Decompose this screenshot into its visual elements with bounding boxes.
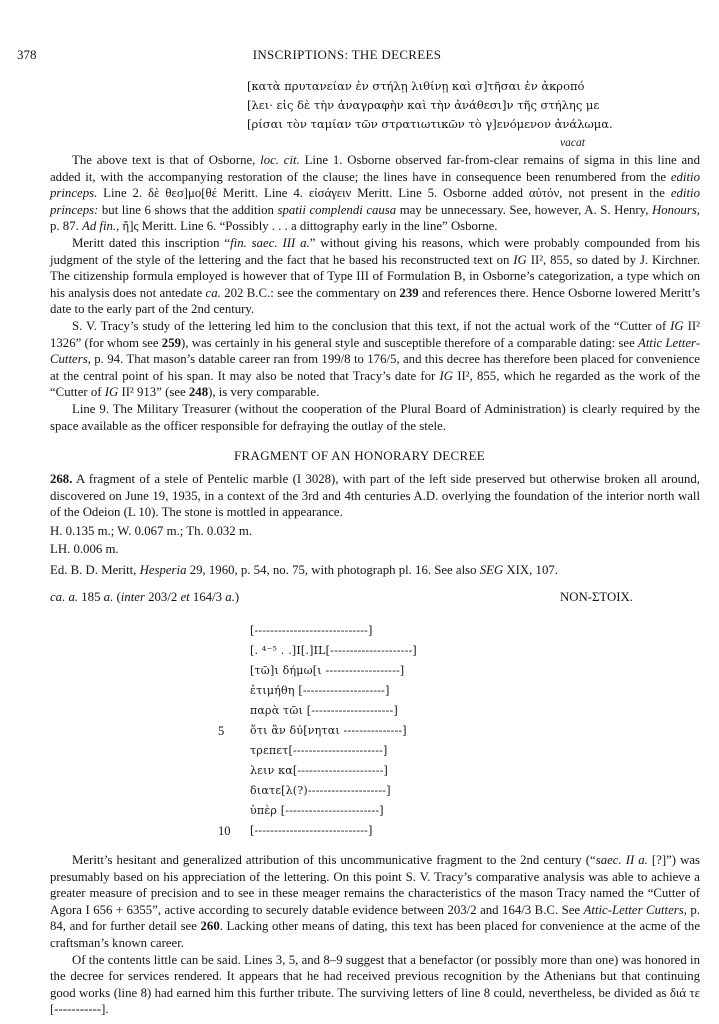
commentary-para-4: Line 9. The Military Treasurer (without the cooperation of the Plural Board of Administration) is clearly required by the space available as the officer responsible for defraying the outlay of the stele. bbox=[50, 401, 700, 433]
inscription-line: ὅτι ἂν δύ[νηται ---------------] bbox=[250, 724, 407, 737]
commentary-para-2: Meritt dated this inscription “fin. saec. III a.” without giving his reasons, which were probably compounded from his judgment of the style of the lettering and the fact that he based his reconstructed text on IG II², 855, so dated by J. Kirchner. The citizenship formula employed is however that of Type III of Formulation B, in Osborne’s categorization, a type which on his analysis does not antedate ca. 202 B.C.: see the commentary on 239 and references there. Hence Osborne lowered Meritt’s date to the early part of the 2nd century. bbox=[50, 235, 701, 317]
letter-height: LH. 0.006 m. bbox=[50, 542, 119, 556]
inscription-line: ἐτιμήθη [---------------------] bbox=[250, 684, 390, 697]
commentary-block bbox=[50, 152, 700, 434]
inscription-line: παρὰ τῶι [---------------------] bbox=[250, 704, 398, 717]
inscription-line: [. ⁴⁻⁵ . .]I[.]IL[---------------------] bbox=[250, 644, 417, 657]
greek-line-3: [ρίσαι τὸν ταμίαν τῶν στρατιωτικῶν τὸ γ]ενόμενον ἀνάλωμα. bbox=[247, 117, 613, 131]
vacat-note: vacat bbox=[560, 137, 585, 149]
greek-line-2: [λει· εἰς δὲ τὴν ἀναγραφὴν καὶ τὴν ἀνάθεσι]ν τῆς στήλης με bbox=[247, 98, 600, 112]
inscription-line: [τῶ]ι δήμω[ι -------------------] bbox=[250, 664, 405, 677]
inscription-line: διατε[λ(?)--------------------] bbox=[250, 784, 391, 797]
line-number-10: 10 bbox=[218, 824, 231, 838]
inscription-line: [-----------------------------] bbox=[250, 624, 373, 637]
closing-commentary bbox=[50, 852, 700, 1018]
commentary-para-3: S. V. Tracy’s study of the lettering led him to the conclusion that this text, if not the actual work of the “Cutter of IG II² 1326” (for whom see 259), was certainly in his general style and susceptible therefore of a comparable dating: see Attic Letter-Cutters, p. 94. That mason’s datable career ran from 199/8 to 176/5, and this decree has therefore been placed for convenience at the central point of his span. It may also be noted that Tracy’s date for IG II², 855, which he regarded as the work of the “Cutter of IG II² 913” (see 248), is very comparable. bbox=[50, 318, 701, 400]
commentary-para-1: The above text is that of Osborne, loc. cit. Line 1. Osborne observed far-from-clear remains of sigma in this line and added it, with the accompanying restoration of the clause; the lines have in consequence been renumbered from the editio princeps. Line 2. δὲ θεσ]μο[θέ Meritt. Line 4. εἰσάγειν Meritt. Line 5. Osborne added αὐτόν, not present in the editio princeps: but line 6 shows that the addition spatii complendi causa may be unnecessary. See, however, A. S. Henry, Honours, p. 87. Ad fin., ἤ]ς Meritt. Line 6. “Possibly . . . a dittography early in the line” Osborne. bbox=[50, 153, 700, 234]
running-title: INSCRIPTIONS: THE DECREES bbox=[252, 47, 442, 62]
edition-reference: Ed. B. D. Meritt, Hesperia 29, 1960, p. 54, no. 75, with photograph pl. 16. See also SEG XIX, 107. bbox=[50, 563, 558, 577]
commentary-para-5: Meritt’s hesitant and generalized attribution of this uncommunicative fragment to the 2nd century (“saec. II a. [?]”) was presumably based on his appreciation of the lettering. On this point S. V. Tracy’s comparative analysis was able to achieve a greater measure of precision and to see in these meager remains the characteristics of the mason Tracy named the “Cutter of Agora I 656 + 6355”, active according to securely datable evidence between 203/2 and 164/3 B.C. See Attic-Letter Cutters, p. 84, and for further detail see 260. Lacking other means of dating, this text has been placed for convenience at the acme of the craftsman’s known career. bbox=[50, 853, 701, 950]
entry-description: 268. A fragment of a stele of Pentelic marble (I 3028), with part of the left side preserved but otherwise broken all around, discovered on June 19, 1935, in a context of the 3rd and 4th centuries A.D. overlying the foundation of the interior north wall of the Odeion (L 10). The stone is mottled in appearance. bbox=[50, 472, 700, 520]
inscription-line: τρεπετ[-----------------------] bbox=[250, 744, 388, 757]
inscription-line: λειν κα[----------------------] bbox=[250, 764, 389, 777]
commentary-para-6: Of the contents little can be said. Lines 3, 5, and 8–9 suggest that a benefactor (or possibly more than one) was honored in the decree for services rendered. It appears that he had received previous recognition by the Athenians but that continuing good works (line 8) had earned him this further tribute. The surviving letters of line 8 could, nevertheless, be divided as διά τε [-----------]. bbox=[50, 952, 700, 1017]
date-line: ca. a. 185 a. (inter 203/2 et 164/3 a.) bbox=[50, 590, 240, 604]
inscription-line: [-----------------------------] bbox=[250, 824, 373, 837]
inscription-line: ὑπὲρ [------------------------] bbox=[250, 804, 384, 817]
line-number-5: 5 bbox=[218, 724, 225, 738]
greek-line-1: [κατὰ πρυτανείαν ἐν στήλῃ λιθίνῃ καὶ σ]τῆσαι ἐν ἀκροπό bbox=[247, 79, 585, 93]
dimensions: H. 0.135 m.; W. 0.067 m.; Th. 0.032 m. bbox=[50, 524, 253, 538]
non-stoich-label: NON-ΣΤΟΙΧ. bbox=[560, 590, 633, 604]
section-title: FRAGMENT OF AN HONORARY DECREE bbox=[234, 448, 485, 463]
page-number: 378 bbox=[17, 47, 37, 62]
entry-number: 268. bbox=[50, 472, 73, 486]
